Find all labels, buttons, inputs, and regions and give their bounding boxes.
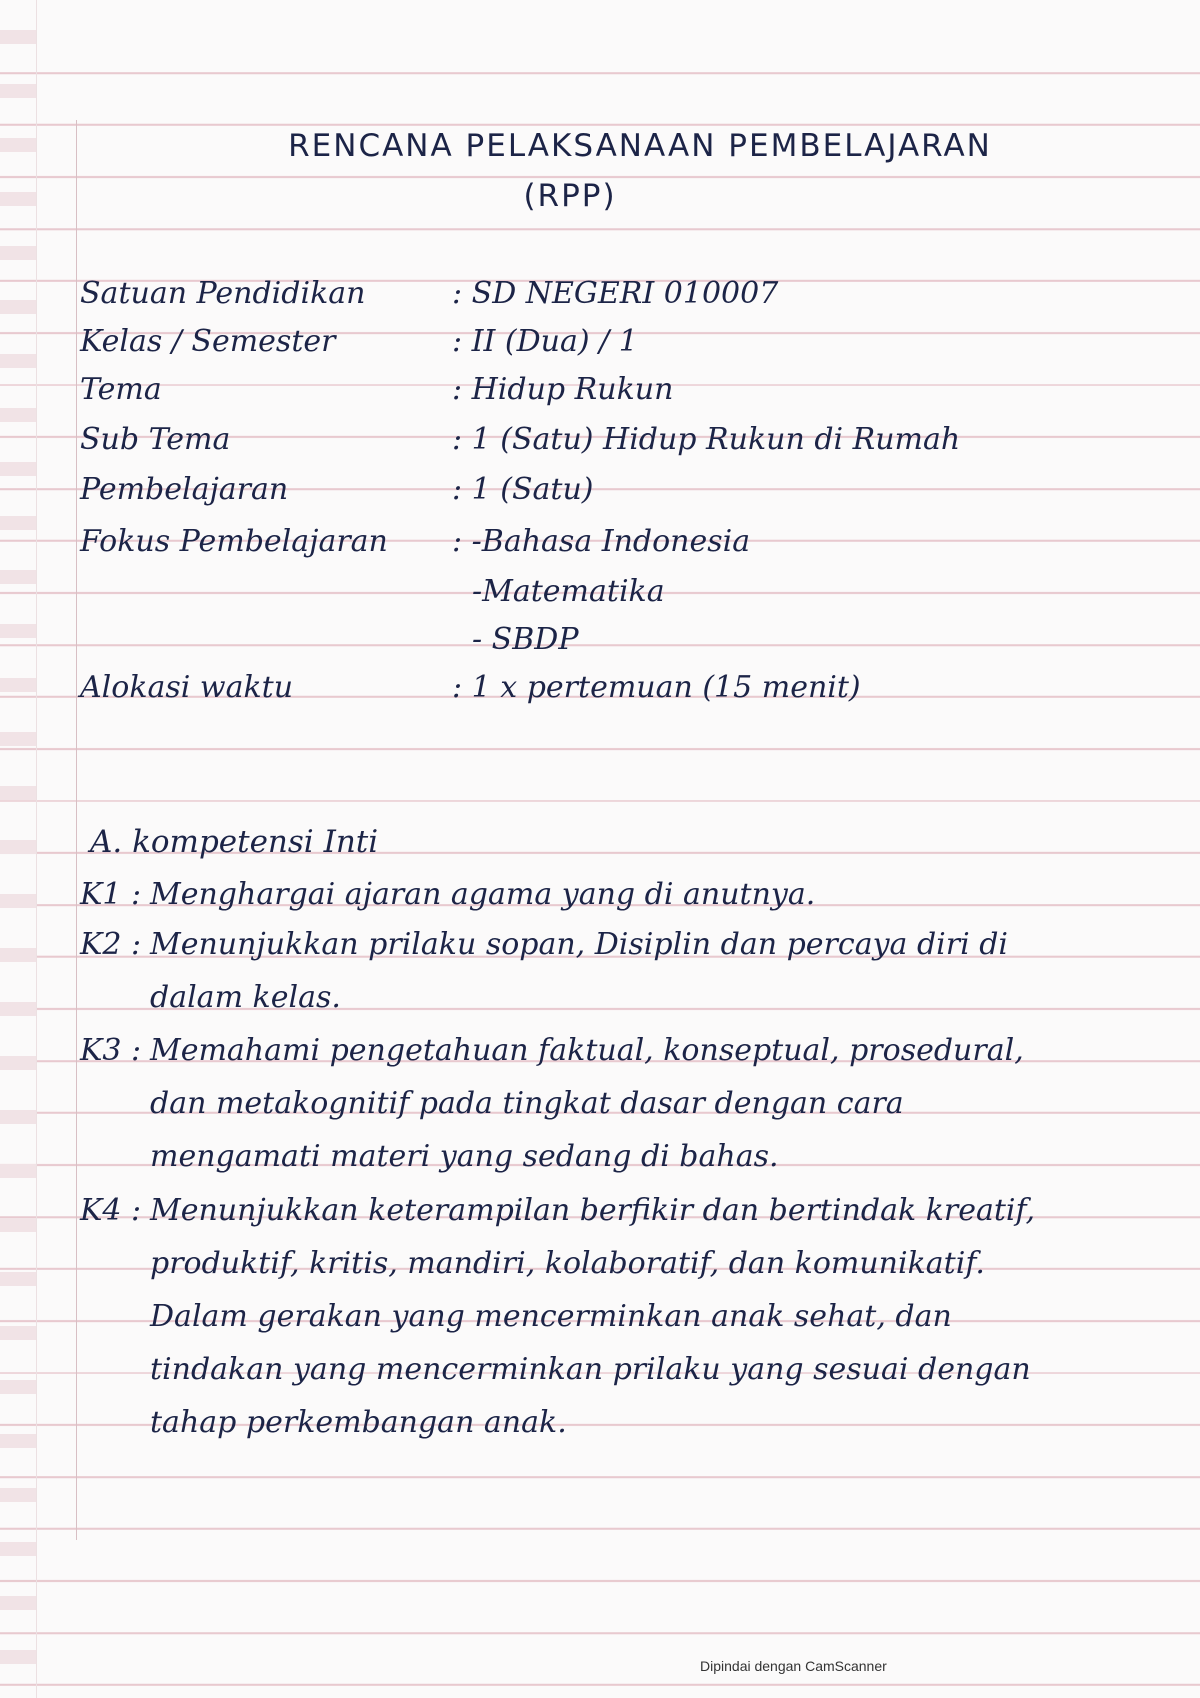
identity-label: Kelas / Semester xyxy=(80,324,336,359)
document-subtitle: (RPP) xyxy=(523,178,617,214)
competency-item xyxy=(80,1184,1080,1449)
identity-label: Fokus Pembelajaran xyxy=(80,524,388,559)
identity-label: Satuan Pendidikan xyxy=(80,276,366,311)
competency-code: K3 : xyxy=(80,1033,142,1068)
scanner-watermark: Dipindai dengan CamScanner xyxy=(700,1658,887,1674)
identity-label: Tema xyxy=(80,372,162,407)
identity-value: : Hidup Rukun xyxy=(452,372,674,407)
allocation-value: : 1 x pertemuan (15 menit) xyxy=(452,670,861,705)
identity-label: Sub Tema xyxy=(80,422,231,457)
identity-value: : 1 (Satu) xyxy=(452,472,594,507)
identity-label: Pembelajaran xyxy=(80,472,289,507)
identity-value: : II (Dua) / 1 xyxy=(452,324,638,359)
competency-text: Menunjukkan prilaku sopan, Disiplin dan percaya diri di dalam kelas. xyxy=(150,927,1009,1015)
identity-value: : -Bahasa Indonesia xyxy=(452,524,751,559)
spiral-binding xyxy=(0,0,37,1698)
competency-code: K2 : xyxy=(80,927,142,962)
competency-item xyxy=(80,918,1080,1024)
focus-subject: - SBDP xyxy=(472,622,579,657)
competency-code: K1 : xyxy=(80,877,142,912)
competency-item xyxy=(80,1024,1080,1183)
identity-value: : SD NEGERI 010007 xyxy=(452,276,779,311)
competency-text: Menunjukkan keterampilan berfikir dan bertindak kreatif, produktif, kritis, mandiri, kolaboratif, dan komunikatif. Dalam gerakan yang mencerminkan anak sehat, dan tindakan yang mencerminkan prilaku yang sesuai dengan tahap perkembangan anak. xyxy=(150,1193,1036,1440)
margin-line xyxy=(76,120,77,1540)
allocation-label: Alokasi waktu xyxy=(80,670,294,705)
competency-item xyxy=(80,868,1080,921)
document-title: RENCANA PELAKSANAAN PEMBELAJARAN xyxy=(288,128,992,164)
handwritten-content xyxy=(80,0,1160,1698)
competency-text: Memahami pengetahuan faktual, konseptual, prosedural, dan metakognitif pada tingkat dasar dengan cara mengamati materi yang sedang di bahas. xyxy=(150,1033,1024,1174)
identity-value: : 1 (Satu) Hidup Rukun di Rumah xyxy=(452,422,961,457)
competency-text: Menghargai ajaran agama yang di anutnya. xyxy=(150,877,816,912)
competency-code: K4 : xyxy=(80,1193,142,1228)
section-heading: A. kompetensi Inti xyxy=(90,824,379,860)
focus-subject: -Matematika xyxy=(472,574,665,609)
